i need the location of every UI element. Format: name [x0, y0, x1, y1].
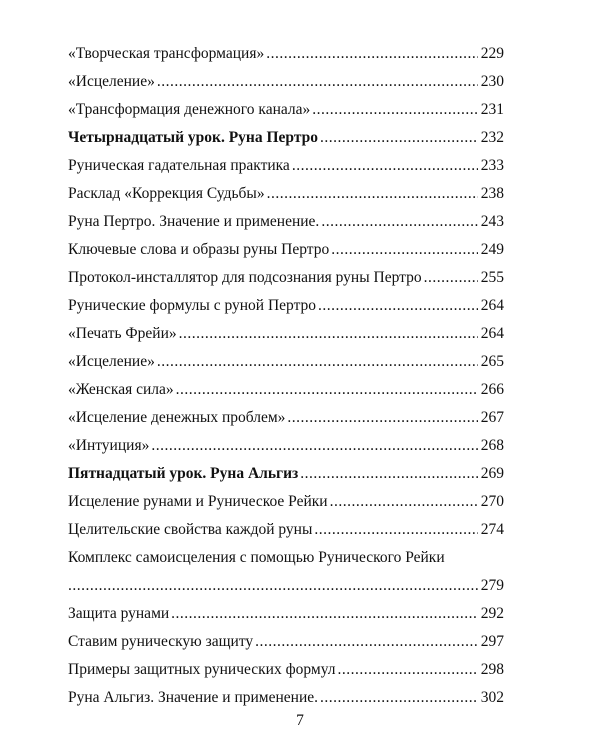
leader-dots [179, 320, 478, 348]
toc-entry[interactable] [68, 516, 504, 544]
toc-entry[interactable] [68, 404, 504, 432]
toc-entry-title: «Женская сила» [68, 381, 174, 398]
toc-chapter-heading[interactable] [68, 124, 504, 152]
toc-entry-title: Комплекс самоисцеления с помощью Рунического Рейки [68, 549, 445, 566]
toc-entry-page: 265 [480, 353, 504, 370]
toc-entry[interactable] [68, 68, 504, 96]
toc-entry-page: 233 [480, 157, 504, 174]
toc-entry-title: Ставим руническую защиту [68, 633, 254, 650]
leader-dots [320, 684, 478, 712]
leader-dots [287, 404, 477, 432]
leader-dots [300, 460, 478, 488]
toc-entry-title: «Исцеление денежных проблем» [68, 409, 286, 426]
toc-entry-title: Пятнадцатый урок. Руна Альгиз [68, 465, 299, 482]
toc-entry[interactable] [68, 544, 504, 600]
toc-entry-page: 264 [480, 325, 504, 342]
toc-entry-page: 292 [480, 605, 504, 622]
toc-entry[interactable] [68, 488, 504, 516]
toc-entry-title: Расклад «Коррекция Судьбы» [68, 185, 265, 202]
toc-entry[interactable] [68, 348, 504, 376]
leader-dots [320, 124, 478, 152]
toc-entry-title: Руническая гадательная практика [68, 157, 290, 174]
toc-entry-title: Протокол-инсталлятор для подсознания руны Пертро [68, 269, 422, 286]
toc-entry[interactable] [68, 684, 504, 712]
toc-entry-page: 238 [480, 185, 504, 202]
toc-entry-title: Ключевые слова и образы руны Пертро [68, 241, 330, 258]
toc-entry-page: 243 [480, 213, 504, 230]
toc-entry-title: Примеры защитных рунических формул [68, 661, 336, 678]
leader-dots [157, 68, 478, 96]
toc-entry-title: «Исцеление» [68, 353, 155, 370]
leader-dots [314, 516, 477, 544]
toc-entry-title: «Трансформация денежного канала» [68, 101, 311, 118]
toc-entry-page: 298 [480, 661, 504, 678]
toc-entry[interactable] [68, 376, 504, 404]
toc-entry-page: 249 [480, 241, 504, 258]
toc-entry-title: «Исцеление» [68, 73, 155, 90]
leader-dots [266, 40, 478, 68]
leader-dots [338, 656, 478, 684]
toc-entry[interactable] [68, 656, 504, 684]
page-number: 7 [296, 712, 304, 729]
toc-entry-page: 267 [480, 409, 504, 426]
toc-entry-title: Руна Пертро. Значение и применение. [68, 213, 320, 230]
toc-entry-title: Исцеление рунами и Руническое Рейки [68, 493, 328, 510]
toc-entry[interactable] [68, 236, 504, 264]
toc-entry-page: 302 [480, 689, 504, 706]
toc-entry[interactable] [68, 152, 504, 180]
toc-entry[interactable] [68, 628, 504, 656]
leader-dots [68, 572, 478, 600]
toc-entry-page: 266 [480, 381, 504, 398]
leader-dots [157, 348, 478, 376]
toc-chapter-heading[interactable] [68, 460, 504, 488]
leader-dots [292, 152, 478, 180]
toc-entry-page: 268 [480, 437, 504, 454]
toc-entry-page: 274 [480, 521, 504, 538]
toc-entry[interactable] [68, 320, 504, 348]
toc-entry-page: 231 [480, 101, 504, 118]
leader-dots [171, 600, 478, 628]
leader-dots [267, 180, 478, 208]
toc-entry-title: Руна Альгиз. Значение и применение. [68, 689, 318, 706]
leader-dots [176, 376, 478, 404]
toc-entry-page: 297 [480, 633, 504, 650]
toc-entry[interactable] [68, 40, 504, 68]
leader-dots [321, 208, 477, 236]
leader-dots [318, 292, 478, 320]
toc-entry-title: Защита рунами [68, 605, 170, 622]
leader-dots [424, 264, 478, 292]
toc-entry[interactable] [68, 208, 504, 236]
leader-dots [330, 488, 478, 516]
toc-entry-page: 269 [480, 465, 504, 482]
leader-dots [312, 96, 478, 124]
toc-entry[interactable] [68, 96, 504, 124]
toc-entry-page: 230 [480, 73, 504, 90]
leader-dots [255, 628, 478, 656]
toc-entry-page: 232 [480, 129, 504, 146]
toc-entry-title: Целительские свойства каждой руны [68, 521, 313, 538]
toc-entry[interactable] [68, 264, 504, 292]
toc-entry-page: 255 [480, 269, 504, 286]
toc-entry-title: «Интуиция» [68, 437, 150, 454]
toc-entry-title: Рунические формулы с руной Пертро [68, 297, 317, 314]
toc-entry-page: 270 [480, 493, 504, 510]
toc-entry-title: «Творческая трансформация» [68, 45, 265, 62]
toc-entry[interactable] [68, 432, 504, 460]
toc-entry-title: Четырнадцатый урок. Руна Пертро [68, 129, 319, 146]
leader-dots [331, 236, 477, 264]
toc-entry[interactable] [68, 600, 504, 628]
toc-entry[interactable] [68, 292, 504, 320]
table-of-contents [68, 40, 504, 712]
toc-entry-page: 279 [480, 577, 504, 594]
toc-entry-page: 264 [480, 297, 504, 314]
toc-entry[interactable] [68, 180, 504, 208]
toc-entry-title: «Печать Фрейи» [68, 325, 177, 342]
leader-dots [151, 432, 477, 460]
toc-entry-page: 229 [480, 45, 504, 62]
